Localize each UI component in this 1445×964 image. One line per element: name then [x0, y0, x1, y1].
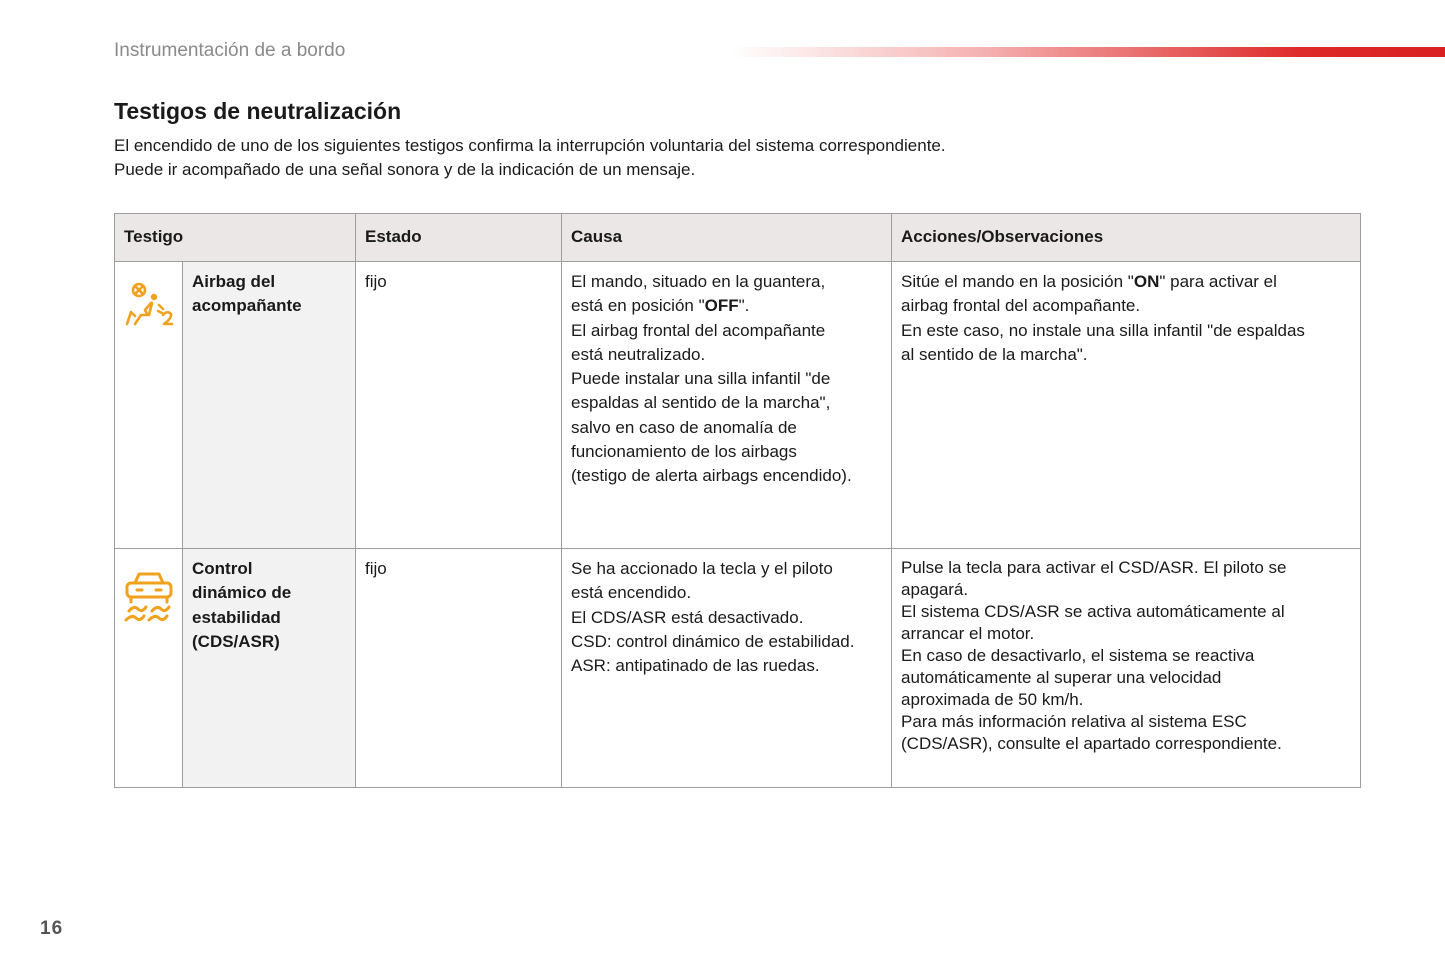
page-number: 16: [40, 918, 64, 939]
off-keyword: OFF: [704, 296, 739, 316]
header-accent-bar: [730, 47, 1445, 57]
icon-cell: [115, 549, 183, 788]
causa-line: ASR: antipatinado de las ruedas.: [571, 656, 820, 676]
causa-line: Puede instalar una silla infantil "de: [571, 369, 831, 389]
causa-line: está encendido.: [571, 583, 692, 603]
section-header: Instrumentación de a bordo: [114, 40, 346, 61]
acciones-line: airbag frontal del acompañante.: [901, 296, 1141, 316]
table-row: [115, 262, 1361, 549]
causa-line: está neutralizado.: [571, 344, 706, 364]
acciones-line: apagará.: [901, 580, 969, 599]
causa-line: salvo en caso de anomalía de: [571, 417, 797, 437]
acciones-text: Sitúe el mando en la posición ": [901, 272, 1134, 291]
causa-line: Se ha accionado la tecla y el piloto: [571, 559, 833, 578]
acciones-text: " para activar el: [1159, 272, 1277, 291]
header-acciones: Acciones/Observaciones: [892, 214, 1361, 262]
indicator-name: [183, 262, 356, 549]
name-line: estabilidad: [192, 607, 281, 627]
header-causa: Causa: [562, 214, 892, 262]
causa-cell: [562, 262, 892, 549]
causa-text: está en posición ": [571, 296, 705, 316]
icon-cell: [115, 262, 183, 549]
name-line: acompañante: [192, 296, 302, 316]
causa-line: CSD: control dinámico de estabilidad.: [571, 631, 855, 651]
acciones-line: En caso de desactivarlo, el sistema se reactiva: [901, 646, 1255, 665]
acciones-cell: [892, 262, 1361, 549]
causa-line: [571, 294, 882, 318]
acciones-line: al sentido de la marcha".: [901, 344, 1088, 364]
on-keyword: ON: [1133, 272, 1160, 291]
acciones-line: [901, 270, 1351, 294]
header-estado: Estado: [356, 214, 562, 262]
indicators-table: [114, 213, 1361, 788]
table-row: [115, 549, 1361, 788]
intro-line: El encendido de uno de los siguientes testigos confirma la interrupción voluntaria del sistema correspondiente.: [114, 136, 946, 155]
page-title: Testigos de neutralización: [114, 98, 402, 124]
causa-line: El CDS/ASR está desactivado.: [571, 607, 804, 627]
causa-line: (testigo de alerta airbags encendido).: [571, 466, 852, 486]
causa-text: ".: [738, 296, 750, 316]
table-header-row: [115, 214, 1361, 262]
name-line: dinámico de: [192, 583, 292, 603]
acciones-cell: [892, 549, 1361, 788]
causa-line: funcionamiento de los airbags: [571, 442, 797, 462]
acciones-line: En este caso, no instale una silla infantil "de espaldas: [901, 320, 1305, 340]
intro-line: Puede ir acompañado de una señal sonora y de la indicación de un mensaje.: [114, 160, 696, 179]
estado-cell: fijo: [356, 549, 562, 788]
causa-cell: [562, 549, 892, 788]
acciones-line: arrancar el motor.: [901, 624, 1035, 643]
acciones-line: Para más información relativa al sistema ESC: [901, 712, 1247, 731]
name-line: (CDS/ASR): [192, 631, 280, 651]
causa-line: El mando, situado en la guantera,: [571, 272, 826, 291]
acciones-line: automáticamente al superar una velocidad: [901, 668, 1222, 687]
estado-cell: fijo: [356, 262, 562, 549]
name-line: Control: [192, 559, 253, 578]
header-testigo: Testigo: [115, 214, 356, 262]
acciones-line: Pulse la tecla para activar el CSD/ASR. El piloto se: [901, 558, 1287, 577]
causa-line: El airbag frontal del acompañante: [571, 320, 826, 340]
passenger-airbag-off-icon: [123, 282, 175, 328]
acciones-line: aproximada de 50 km/h.: [901, 690, 1084, 709]
causa-line: espaldas al sentido de la marcha",: [571, 393, 831, 413]
stability-control-off-icon: [122, 569, 176, 623]
indicator-name: [183, 549, 356, 788]
name-line: Airbag del: [192, 272, 276, 291]
intro-text: [114, 134, 1214, 182]
acciones-line: El sistema CDS/ASR se activa automáticamente al: [901, 602, 1285, 621]
acciones-line: (CDS/ASR), consulte el apartado correspondiente.: [901, 734, 1282, 753]
